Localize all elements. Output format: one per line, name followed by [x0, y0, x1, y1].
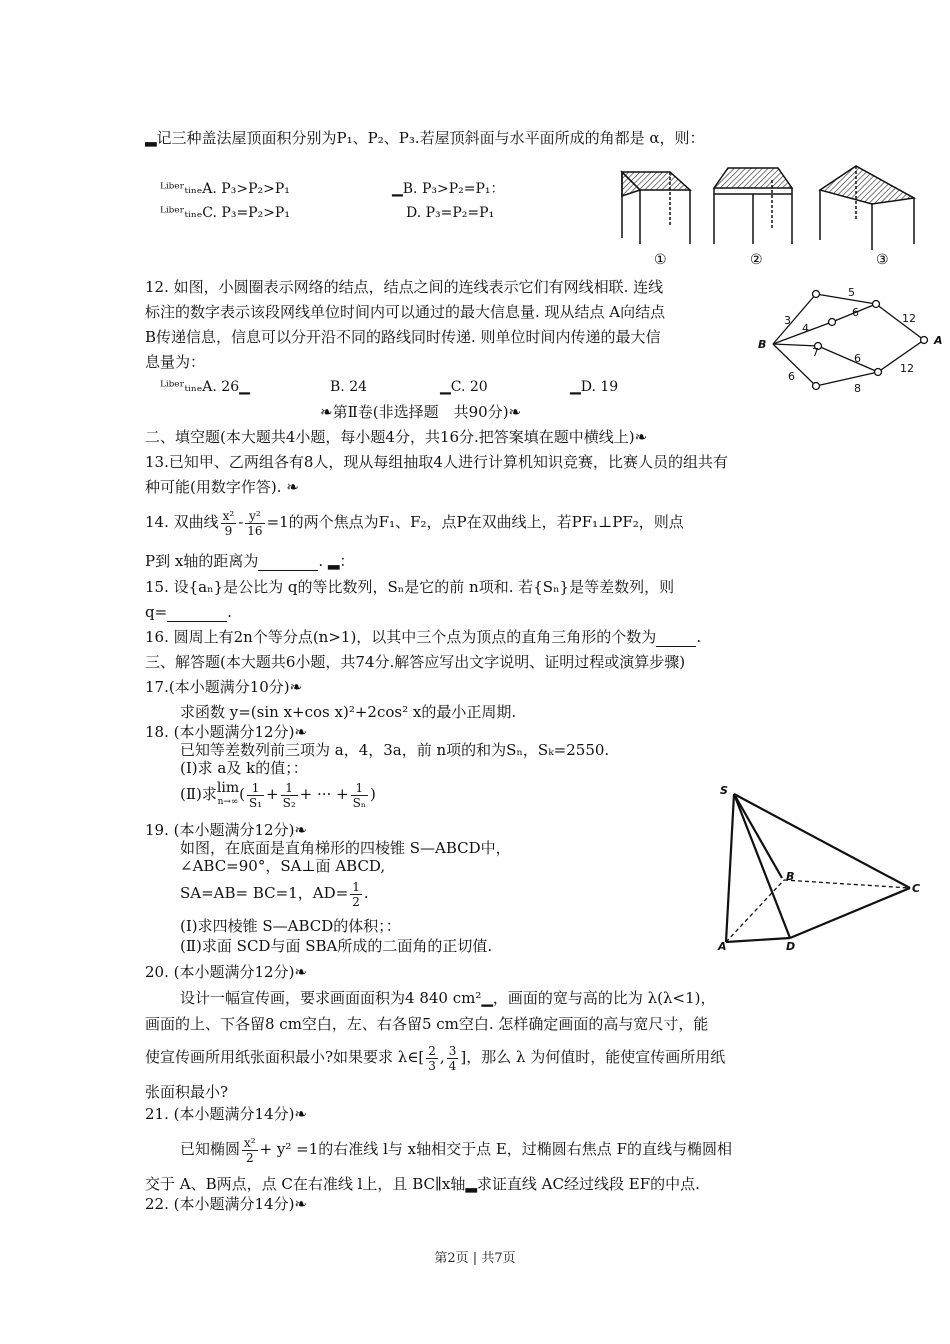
q20-line-3-tail: ]，那么 λ 为何值时，能使宣传画所用纸	[460, 1048, 726, 1066]
frac-num: x²	[244, 1135, 256, 1150]
frac-num: 3	[448, 1043, 457, 1058]
fig-label-2: ②	[750, 252, 763, 268]
q21-head: 21. (本小题满分14分)❧	[145, 1105, 307, 1123]
q16-line	[145, 627, 701, 647]
q12-line-4: 息量为：	[145, 353, 206, 371]
q18-part-2-label: (Ⅱ)求	[180, 785, 217, 803]
q14-line-2-tail: . ▂：	[318, 552, 355, 570]
q17-body: 求函数 y=(sin x+cos x)²+2cos² x的最小正周期.	[180, 703, 517, 721]
frac-den: 9	[224, 523, 233, 538]
comma: ,	[439, 1048, 445, 1066]
q14-frac-2	[245, 509, 264, 538]
q14-minus: -	[238, 513, 244, 531]
frac-num: x²	[222, 508, 235, 523]
fig-label-3: ③	[876, 252, 889, 268]
q22-head: 22. (本小题满分14分)❧	[145, 1195, 307, 1213]
plus-sign: +	[266, 785, 279, 803]
edge-label: 6	[788, 370, 795, 383]
section-2-heading: 二、填空题(本大题共4小题，每小题4分，共16分.把答案填在题中横线上)❧	[145, 428, 648, 446]
limit-operator	[217, 781, 239, 809]
network-diagram	[758, 282, 944, 394]
q11-option-c: ᴸⁱᵇᵉʳₜᵢₙₑC. P₃=P₂>P₁	[160, 205, 290, 221]
frac-den: 2	[352, 894, 360, 909]
vertex-s: S	[720, 784, 728, 797]
frac-den: Sₙ	[352, 795, 367, 810]
q15-line-2	[145, 602, 232, 622]
q21-line-2: 交于 A、B两点，点 C在右准线 l上，且 BC∥x轴▂求证直线 AC经过线段 EF的中点.	[145, 1175, 700, 1193]
q12-line-1: 12. 如图，小圆圈表示网络的结点，结点之间的连线表示它们有网线相联. 连线	[145, 278, 664, 296]
q16-text: 16. 圆周上有2n个等分点(n>1)，以其中三个点为顶点的直角三角形的个数为	[145, 628, 657, 646]
section-3-heading: 三、解答题(本大题共6小题，共74分.解答应写出文字说明、证明过程或演算步骤)	[145, 653, 686, 671]
q19-line-3	[180, 876, 369, 910]
frac-two-thirds	[426, 1044, 438, 1073]
frac-1-s2	[281, 781, 298, 810]
roof-figures	[612, 160, 922, 270]
q12-option-a: ᴸⁱᵇᵉʳₜᵢₙₑA. 26▁	[160, 379, 250, 395]
page-footer: 第2页 | 共7页	[434, 1251, 516, 1266]
frac-num: 1	[281, 781, 298, 796]
node-a-label: A	[934, 334, 943, 347]
answer-blank[interactable]	[258, 556, 318, 571]
roof-figure-3	[820, 166, 914, 250]
frac-num: 2	[428, 1043, 436, 1058]
edge-label: 12	[900, 362, 914, 375]
q18-head: 18. (本小题满分12分)❧	[145, 723, 307, 741]
vertex-a: A	[718, 940, 727, 952]
q11-option-d: D. P₃=P₂=P₁	[406, 205, 495, 221]
q20-line-4: 张面积最小?	[145, 1083, 229, 1101]
q16-tail: .	[696, 628, 702, 646]
roof-figure-1	[622, 172, 690, 244]
answer-blank[interactable]	[167, 607, 227, 622]
q14-post: =1的两个焦点为F₁、F₂，点P在双曲线上，若PF₁⊥PF₂，则点	[266, 513, 684, 531]
edge-label: 5	[848, 286, 855, 299]
q13-line-1: 13.已知甲、乙两组各有8人，现从每组抽取4人进行计算机知识竞赛，比赛人员的组共有	[145, 453, 728, 471]
q20-line-3	[145, 1040, 725, 1074]
q21-line-1	[180, 1132, 732, 1166]
frac-1-sn	[351, 781, 368, 810]
frac-x2-over-2	[242, 1136, 258, 1165]
vertex-b: B	[786, 870, 795, 883]
edge-label: 6	[852, 306, 859, 319]
part2-title: ❧第Ⅱ卷(非选择题 共90分)❧	[320, 403, 522, 421]
fig-label-1: ①	[654, 252, 667, 268]
q21-line-1-text: 已知椭圆	[180, 1140, 241, 1158]
q19-part-2: (Ⅱ)求面 SCD与面 SBA所成的二面角的正切值.	[180, 937, 493, 955]
frac-den: 3	[428, 1058, 436, 1073]
frac-num: 1	[247, 781, 264, 796]
series-dots: + ··· +	[299, 785, 349, 803]
q18-part-2	[180, 776, 376, 812]
q15-line-2-tail: .	[227, 603, 232, 621]
frac-den: 16	[247, 523, 263, 538]
q11-stem: ▂记三种盖法屋顶面积分别为P₁、P₂、P₃.若屋顶斜面与水平面所成的角都是 α，则：	[145, 129, 705, 147]
q21-line-1-tail: + y² =1的右准线 l与 x轴相交于点 E，过椭圆右焦点 F的直线与椭圆相	[259, 1140, 732, 1158]
vertex-d: D	[786, 940, 796, 952]
q19-part-1: (Ⅰ)求四棱锥 S—ABCD的体积；：	[180, 917, 401, 935]
pyramid-figure	[714, 782, 928, 952]
frac-one-half	[350, 880, 362, 909]
frac-1-s1	[247, 781, 264, 810]
q18-part-1: (Ⅰ)求 a及 k的值；：	[180, 759, 308, 777]
frac-num: 1	[351, 781, 368, 796]
q19-line-1: 如图，在底面是直角梯形的四棱锥 S—ABCD中，	[180, 839, 511, 857]
q12-line-2: 标注的数字表示该段网线单位时间内可以通过的最大信息量. 现从结点 A向结点	[145, 303, 666, 321]
frac-num: 1	[352, 879, 360, 894]
edge-label: 12	[902, 312, 916, 325]
roof-figure-2	[714, 168, 792, 244]
paren-close: )	[370, 785, 376, 803]
lim-subscript: n→∞	[217, 797, 239, 807]
q15-line-2-text: q=	[145, 603, 168, 621]
frac-den: S₁	[249, 795, 263, 810]
edge-label: 6	[854, 352, 861, 365]
q12-line-3: B传递信息，信息可以分开沿不同的路线同时传递. 则单位时间内传递的最大信	[145, 328, 661, 346]
q11-option-a: ᴸⁱᵇᵉʳₜᵢₙₑA. P₃>P₂>P₁	[160, 181, 290, 197]
edge-label: 4	[802, 322, 809, 335]
q14-frac-1	[221, 509, 237, 538]
q19-line-3-tail: .	[363, 884, 369, 902]
q19-line-3-text: SA=AB= BC=1，AD=	[180, 884, 349, 902]
frac-den: 2	[245, 1150, 254, 1165]
q19-head: 19. (本小题满分12分)❧	[145, 821, 307, 839]
frac-den: S₂	[282, 795, 296, 810]
q12-option-c: ▁C. 20	[440, 379, 488, 395]
q20-line-2: 画面的上、下各留8 cm空白，左、右各留5 cm空白. 怎样确定画面的高与宽尺寸，能	[145, 1015, 709, 1033]
q11-option-b: ▁B. P₃>P₂=P₁：	[392, 181, 505, 197]
q14-line-2-text: P到 x轴的距离为	[145, 552, 259, 570]
answer-blank[interactable]	[656, 632, 696, 647]
frac-num: y²	[245, 509, 264, 524]
q20-line-3-text: 使宣传画所用纸张面积最小?如果要求 λ∈[	[145, 1048, 425, 1066]
edge-label: 8	[854, 382, 861, 394]
frac-three-quarters	[447, 1044, 459, 1073]
q14-line-2	[145, 551, 354, 571]
q15-line-1: 15. 设{aₙ}是公比为 q的等比数列，Sₙ是它的前 n项和. 若{Sₙ}是等差数列，则	[145, 578, 675, 596]
q17-head: 17.(本小题满分10分)❧	[145, 678, 303, 696]
lim-text: lim	[216, 780, 240, 796]
paren-open: (	[239, 785, 245, 803]
q14-pre: 14. 双曲线	[145, 513, 219, 531]
edge-label: 7	[812, 346, 819, 359]
q12-option-d: ▁D. 19	[570, 379, 619, 395]
edge-label: 3	[784, 314, 791, 327]
frac-den: 4	[448, 1058, 457, 1073]
node-b-label: B	[758, 338, 767, 351]
q19-line-2: ∠ABC=90°，SA⊥面 ABCD,	[180, 857, 386, 875]
q14-line-1	[145, 505, 684, 539]
q20-line-1: 设计一幅宣传画，要求画面面积为4 840 cm²▁，画面的宽与高的比为 λ(λ<1)，	[180, 989, 716, 1007]
q18-body: 已知等差数列前三项为 a，4，3a，前 n项的和为Sₙ，Sₖ=2550.	[180, 741, 610, 759]
q12-option-b: B. 24	[330, 379, 368, 395]
vertex-c: C	[912, 882, 921, 895]
q13-line-2: 种可能(用数字作答). ❧	[145, 478, 299, 496]
q20-head: 20. (本小题满分12分)❧	[145, 963, 307, 981]
